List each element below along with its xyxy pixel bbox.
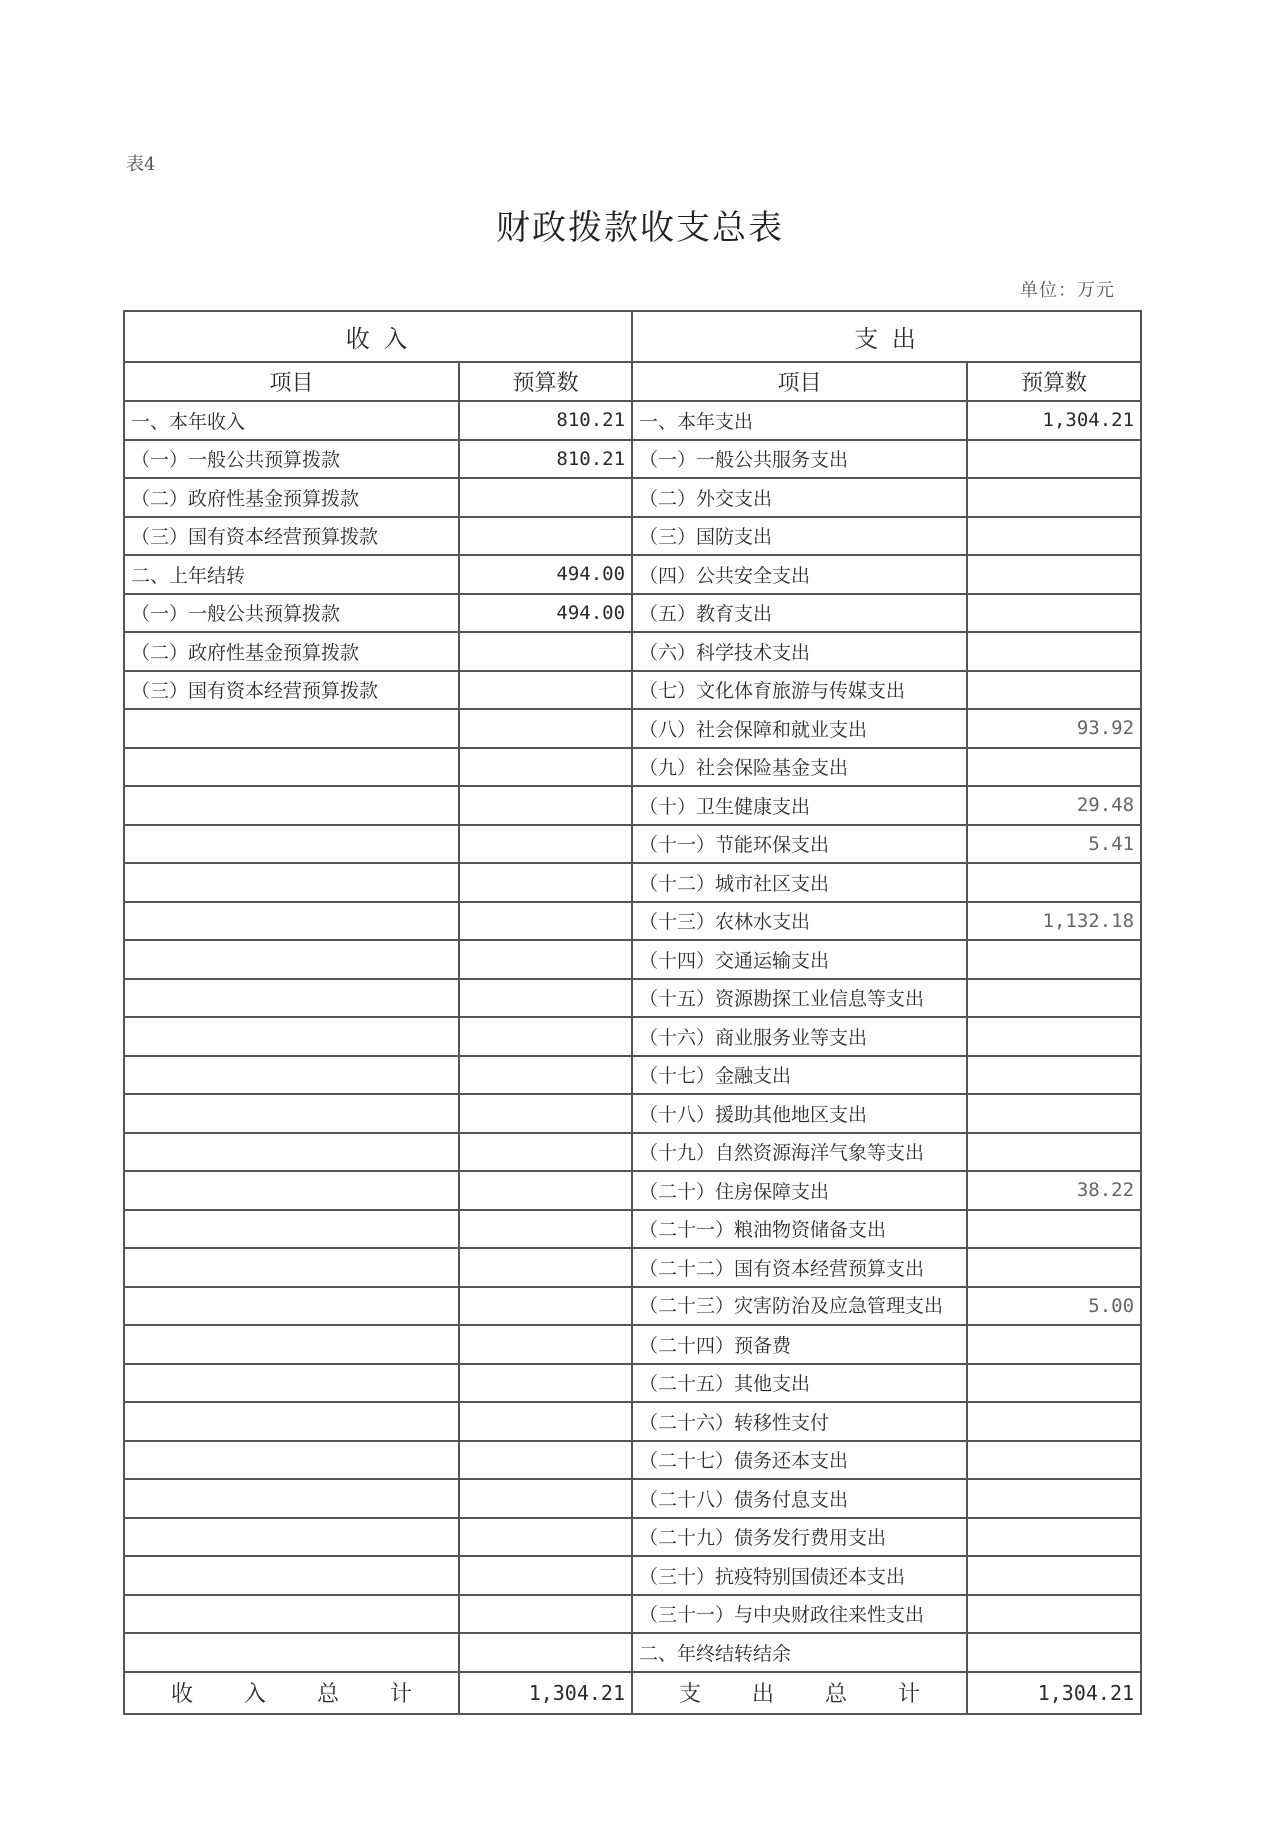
table-row xyxy=(124,1325,1141,1364)
expense-amount-cell xyxy=(967,940,1141,979)
income-item-cell xyxy=(124,1325,459,1364)
income-amount-cell xyxy=(459,979,632,1018)
income-amount-cell xyxy=(459,517,632,556)
table-row xyxy=(124,1056,1141,1095)
table-row xyxy=(124,786,1141,825)
income-total-label-text: 收 入 总 计 xyxy=(171,1682,412,1707)
expense-item-cell: （十）卫生健康支出 xyxy=(632,786,967,825)
expense-item-cell: （七）文化体育旅游与传媒支出 xyxy=(632,671,967,710)
table-row xyxy=(124,825,1141,864)
expense-amount-cell xyxy=(967,1094,1141,1133)
expense-amount-cell xyxy=(967,1479,1141,1518)
income-item-cell xyxy=(124,1479,459,1518)
income-item-cell: （一）一般公共预算拨款 xyxy=(124,440,459,479)
expense-amount-cell xyxy=(967,594,1141,633)
income-item-cell xyxy=(124,979,459,1018)
table-row xyxy=(124,1633,1141,1672)
income-item-cell xyxy=(124,1287,459,1326)
income-item-cell xyxy=(124,1364,459,1403)
income-total-label xyxy=(124,1672,459,1714)
income-item-cell xyxy=(124,1402,459,1441)
income-item-cell xyxy=(124,1056,459,1095)
expense-amount-cell: 29.48 xyxy=(967,786,1141,825)
expense-amount-cell: 5.41 xyxy=(967,825,1141,864)
income-item-cell: （三）国有资本经营预算拨款 xyxy=(124,517,459,556)
income-item-cell xyxy=(124,825,459,864)
table-row xyxy=(124,748,1141,787)
table-row xyxy=(124,1402,1141,1441)
income-item-cell xyxy=(124,863,459,902)
expense-item-cell: （十五）资源勘探工业信息等支出 xyxy=(632,979,967,1018)
income-item-cell xyxy=(124,1441,459,1480)
income-item-cell: （二）政府性基金预算拨款 xyxy=(124,632,459,671)
expense-amount-cell: 38.22 xyxy=(967,1171,1141,1210)
income-amount-cell xyxy=(459,748,632,787)
table-row xyxy=(124,1133,1141,1172)
income-section-header: 收 入 xyxy=(124,311,632,362)
table-body xyxy=(124,401,1141,1672)
page-title: 财政拨款收支总表 xyxy=(496,208,784,248)
expense-amount-cell xyxy=(967,1210,1141,1249)
income-item-cell xyxy=(124,902,459,941)
expense-amount-cell xyxy=(967,1633,1141,1672)
expense-item-cell: （二）外交支出 xyxy=(632,478,967,517)
expense-item-cell: （十六）商业服务业等支出 xyxy=(632,1017,967,1056)
income-amount-cell: 494.00 xyxy=(459,555,632,594)
income-budget-header: 预算数 xyxy=(459,362,632,401)
expense-amount-cell xyxy=(967,555,1141,594)
table-row xyxy=(124,478,1141,517)
expense-item-cell: （十三）农林水支出 xyxy=(632,902,967,941)
budget-summary-table xyxy=(123,310,1142,1715)
income-item-cell: 一、本年收入 xyxy=(124,401,459,440)
expense-amount-cell xyxy=(967,1518,1141,1557)
income-amount-cell xyxy=(459,1441,632,1480)
table-row xyxy=(124,401,1141,440)
income-amount-cell xyxy=(459,786,632,825)
table-row xyxy=(124,940,1141,979)
income-amount-cell xyxy=(459,825,632,864)
expense-amount-cell xyxy=(967,1402,1141,1441)
expense-item-header: 项目 xyxy=(632,362,967,401)
totals-row xyxy=(124,1672,1141,1714)
unit-label: 单位：万元 xyxy=(1020,280,1115,301)
expense-item-cell: 二、年终结转结余 xyxy=(632,1633,967,1672)
expense-amount-cell xyxy=(967,632,1141,671)
expense-section-header: 支 出 xyxy=(632,311,1141,362)
expense-item-cell: （十二）城市社区支出 xyxy=(632,863,967,902)
expense-amount-cell: 1,132.18 xyxy=(967,902,1141,941)
table-row xyxy=(124,1210,1141,1249)
expense-amount-cell xyxy=(967,863,1141,902)
income-amount-cell xyxy=(459,1287,632,1326)
expense-amount-cell xyxy=(967,440,1141,479)
table-row xyxy=(124,1479,1141,1518)
income-amount-cell xyxy=(459,1056,632,1095)
income-item-header: 项目 xyxy=(124,362,459,401)
income-item-cell: （三）国有资本经营预算拨款 xyxy=(124,671,459,710)
expense-item-cell: （二十九）债务发行费用支出 xyxy=(632,1518,967,1557)
table-row xyxy=(124,1364,1141,1403)
income-amount-cell xyxy=(459,632,632,671)
expense-budget-header: 预算数 xyxy=(967,362,1141,401)
table-row xyxy=(124,1595,1141,1634)
income-amount-cell xyxy=(459,709,632,748)
income-item-cell xyxy=(124,1171,459,1210)
expense-amount-cell xyxy=(967,748,1141,787)
income-item-cell xyxy=(124,1210,459,1249)
expense-total-label-text: 支 出 总 计 xyxy=(679,1682,920,1707)
table-number-label: 表4 xyxy=(126,154,156,175)
income-amount-cell xyxy=(459,1556,632,1595)
income-item-cell: （一）一般公共预算拨款 xyxy=(124,594,459,633)
income-amount-cell xyxy=(459,1364,632,1403)
expense-item-cell: （六）科学技术支出 xyxy=(632,632,967,671)
expense-amount-cell xyxy=(967,1325,1141,1364)
expense-item-cell: （十七）金融支出 xyxy=(632,1056,967,1095)
income-amount-cell: 810.21 xyxy=(459,440,632,479)
expense-item-cell: （八）社会保障和就业支出 xyxy=(632,709,967,748)
income-item-cell xyxy=(124,1017,459,1056)
income-amount-cell xyxy=(459,671,632,710)
income-item-cell xyxy=(124,1518,459,1557)
income-amount-cell xyxy=(459,1171,632,1210)
table-row xyxy=(124,709,1141,748)
table-row xyxy=(124,1287,1141,1326)
expense-item-cell: （四）公共安全支出 xyxy=(632,555,967,594)
expense-item-cell: （三十）抗疫特别国债还本支出 xyxy=(632,1556,967,1595)
income-item-cell xyxy=(124,1595,459,1634)
income-amount-cell xyxy=(459,1248,632,1287)
income-amount-cell xyxy=(459,1017,632,1056)
income-amount-cell xyxy=(459,1094,632,1133)
income-amount-cell xyxy=(459,1518,632,1557)
expense-total-amount: 1,304.21 xyxy=(967,1672,1141,1714)
expense-total-label xyxy=(632,1672,967,1714)
income-item-cell xyxy=(124,1556,459,1595)
income-item-cell xyxy=(124,1133,459,1172)
expense-item-cell: （十九）自然资源海洋气象等支出 xyxy=(632,1133,967,1172)
income-amount-cell xyxy=(459,1325,632,1364)
table-row xyxy=(124,555,1141,594)
income-item-cell: （二）政府性基金预算拨款 xyxy=(124,478,459,517)
expense-item-cell: （二十）住房保障支出 xyxy=(632,1171,967,1210)
expense-amount-cell: 5.00 xyxy=(967,1287,1141,1326)
expense-amount-cell xyxy=(967,478,1141,517)
income-amount-cell xyxy=(459,1133,632,1172)
income-amount-cell xyxy=(459,902,632,941)
expense-item-cell: （二十五）其他支出 xyxy=(632,1364,967,1403)
expense-item-cell: （三十一）与中央财政往来性支出 xyxy=(632,1595,967,1634)
expense-item-cell: （二十八）债务付息支出 xyxy=(632,1479,967,1518)
table-row xyxy=(124,863,1141,902)
expense-amount-cell xyxy=(967,517,1141,556)
income-item-cell xyxy=(124,940,459,979)
table-row xyxy=(124,1094,1141,1133)
expense-item-cell: （九）社会保险基金支出 xyxy=(632,748,967,787)
income-amount-cell xyxy=(459,863,632,902)
expense-item-cell: （二十二）国有资本经营预算支出 xyxy=(632,1248,967,1287)
table-row xyxy=(124,632,1141,671)
expense-amount-cell xyxy=(967,1595,1141,1634)
table-row xyxy=(124,979,1141,1018)
income-amount-cell xyxy=(459,1210,632,1249)
expense-amount-cell xyxy=(967,1248,1141,1287)
income-item-cell xyxy=(124,709,459,748)
income-item-cell xyxy=(124,748,459,787)
table-row xyxy=(124,594,1141,633)
income-item-cell xyxy=(124,1094,459,1133)
expense-item-cell: （二十四）预备费 xyxy=(632,1325,967,1364)
income-item-cell xyxy=(124,1248,459,1287)
expense-item-cell: （三）国防支出 xyxy=(632,517,967,556)
column-header-row xyxy=(124,362,1141,401)
table-row xyxy=(124,1441,1141,1480)
expense-item-cell: （十四）交通运输支出 xyxy=(632,940,967,979)
expense-amount-cell xyxy=(967,671,1141,710)
income-amount-cell xyxy=(459,1479,632,1518)
income-amount-cell xyxy=(459,940,632,979)
income-amount-cell xyxy=(459,1595,632,1634)
table-row xyxy=(124,517,1141,556)
expense-item-cell: （二十六）转移性支付 xyxy=(632,1402,967,1441)
expense-amount-cell xyxy=(967,1056,1141,1095)
section-header-row xyxy=(124,311,1141,362)
expense-amount-cell xyxy=(967,979,1141,1018)
expense-item-cell: （二十七）债务还本支出 xyxy=(632,1441,967,1480)
table-row xyxy=(124,1171,1141,1210)
income-total-amount: 1,304.21 xyxy=(459,1672,632,1714)
expense-item-cell: （二十一）粮油物资储备支出 xyxy=(632,1210,967,1249)
expense-item-cell: 一、本年支出 xyxy=(632,401,967,440)
expense-amount-cell xyxy=(967,1556,1141,1595)
table-row xyxy=(124,1017,1141,1056)
income-amount-cell: 494.00 xyxy=(459,594,632,633)
table-row xyxy=(124,671,1141,710)
income-item-cell xyxy=(124,1633,459,1672)
table-row xyxy=(124,902,1141,941)
income-amount-cell xyxy=(459,1402,632,1441)
table-row xyxy=(124,1556,1141,1595)
table-row xyxy=(124,1518,1141,1557)
expense-item-cell: （五）教育支出 xyxy=(632,594,967,633)
expense-item-cell: （十八）援助其他地区支出 xyxy=(632,1094,967,1133)
expense-amount-cell xyxy=(967,1133,1141,1172)
income-amount-cell xyxy=(459,478,632,517)
expense-item-cell: （二十三）灾害防治及应急管理支出 xyxy=(632,1287,967,1326)
income-amount-cell: 810.21 xyxy=(459,401,632,440)
expense-amount-cell xyxy=(967,1441,1141,1480)
expense-item-cell: （一）一般公共服务支出 xyxy=(632,440,967,479)
table-row xyxy=(124,440,1141,479)
income-item-cell: 二、上年结转 xyxy=(124,555,459,594)
income-amount-cell xyxy=(459,1633,632,1672)
expense-amount-cell: 1,304.21 xyxy=(967,401,1141,440)
income-item-cell xyxy=(124,786,459,825)
expense-item-cell: （十一）节能环保支出 xyxy=(632,825,967,864)
expense-amount-cell: 93.92 xyxy=(967,709,1141,748)
table-row xyxy=(124,1248,1141,1287)
expense-amount-cell xyxy=(967,1017,1141,1056)
expense-amount-cell xyxy=(967,1364,1141,1403)
